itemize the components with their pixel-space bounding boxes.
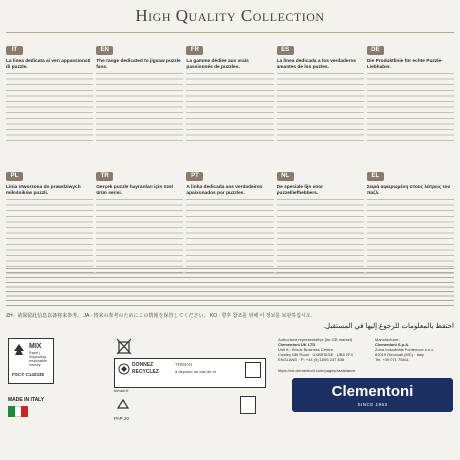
page-title: High Quality Collection xyxy=(135,6,325,25)
lang-title: Linia stworzona do prawdziwych miłośników puzzli. xyxy=(6,185,81,196)
arabic-notice: احتفظ بالمعلومات للرجوع إليها في المستقبل. xyxy=(323,323,454,330)
text-lines xyxy=(6,199,93,273)
triman-icon xyxy=(118,362,130,374)
sort-bin-icon xyxy=(245,362,261,378)
triman-block xyxy=(114,358,266,388)
lang-title: Σειρά αφιερωμένη στους λάτρεις του παζλ. xyxy=(366,185,451,196)
lang-code-badge: FR xyxy=(186,46,203,55)
lang-code-badge: EL xyxy=(367,172,384,181)
it-phone: Tel. +39 071 75811 xyxy=(375,357,409,362)
lang-col-de xyxy=(367,38,454,145)
lang-code-badge: PT xyxy=(186,172,203,181)
text-lines xyxy=(277,199,364,273)
lang-col-nl xyxy=(277,164,364,273)
fsc-code: FSC® C140338 xyxy=(12,372,44,377)
fsc-logo xyxy=(8,338,54,384)
lang-body xyxy=(186,199,273,273)
made-in-italy xyxy=(8,397,68,417)
text-lines xyxy=(96,199,183,273)
uk-address-3: ENGLAND · P: +44 (0) 1895 237 838 xyxy=(278,357,345,362)
lang-title: Die Produktlinie für echte Puzzle-Liebhaber. xyxy=(366,59,443,70)
lang-title: The range dedicated to jigsaw puzzle fans. xyxy=(96,59,181,70)
multilingual-notice xyxy=(6,268,454,330)
lang-code-badge: ES xyxy=(277,46,294,55)
lang-col-fr xyxy=(186,38,273,145)
triman-url: triman.fr xyxy=(114,388,129,393)
it-address-2: 62019 Recanati (MC) · Italy xyxy=(375,352,424,357)
triman-name: TRIMAN xyxy=(175,362,193,367)
triman-caption: à déposer au bac de tri xyxy=(175,369,216,374)
it-company: Clementoni S.p.A. xyxy=(375,342,410,347)
lang-body xyxy=(6,73,93,145)
text-lines xyxy=(186,199,273,273)
lang-col-tr xyxy=(96,164,183,273)
lang-body xyxy=(277,73,364,145)
triman-recyclez: RECYCLEZ xyxy=(132,369,159,375)
uk-representative xyxy=(278,337,368,362)
text-lines xyxy=(367,199,454,273)
brand-since: SINCE 1963 xyxy=(357,402,388,407)
language-row-1 xyxy=(6,38,454,145)
text-lines xyxy=(96,73,183,145)
brand-logo xyxy=(292,378,453,412)
cjk-notice: ZH · 请保留此信息以备将来参考。 JA · 将来の参考のためにこの情報を保管してください。 KO · 향후 참조를 위해 이 정보를 보관하십시오. xyxy=(6,313,313,319)
lang-title: La línea dedicada a los verdaderos amantes de los puzles. xyxy=(276,59,357,70)
text-lines xyxy=(367,73,454,145)
lang-body xyxy=(367,73,454,145)
lang-title: La gamme dédiée aux vrais passionnés de puzzles. xyxy=(186,59,249,70)
lang-col-en xyxy=(96,38,183,145)
uk-company: Clementoni UK LTD xyxy=(278,342,316,347)
manufacturer-label: Manufacturer: xyxy=(375,337,400,342)
lang-col-pl xyxy=(6,164,93,273)
lang-title: La linea dedicata ai veri appassionati di puzzle. xyxy=(6,59,91,70)
lang-code-badge: EN xyxy=(96,46,113,55)
text-lines xyxy=(186,73,273,145)
lang-col-pt xyxy=(186,164,273,273)
lang-code-badge: DE xyxy=(367,46,384,55)
lang-col-el xyxy=(367,164,454,273)
mix-sub: Paper | Supporting responsible forestry xyxy=(29,351,47,367)
manufacturer xyxy=(375,337,455,362)
mix-label: MIX xyxy=(29,343,42,350)
brand-name: Clementoni xyxy=(331,383,414,400)
support-url[interactable]: https://int.clementoni.com/pages/assistance xyxy=(278,368,356,373)
lang-body xyxy=(6,199,93,273)
lang-code-badge: TR xyxy=(96,172,113,181)
text-lines xyxy=(6,73,93,145)
lang-code-badge: NL xyxy=(277,172,294,181)
lang-body xyxy=(96,199,183,273)
lang-code-badge: PL xyxy=(6,172,23,181)
language-row-2 xyxy=(6,164,454,273)
italy-flag-icon xyxy=(8,406,28,417)
notice-text-lines xyxy=(6,268,454,308)
uk-address-2: Cowley Mill Road · UXBRIDGE · UB8 2FX xyxy=(278,352,354,357)
paper-recycle-icon xyxy=(115,398,131,414)
lang-col-es xyxy=(277,38,364,145)
lang-title: De speciale lijn voor puzzelliefhebbers. xyxy=(276,185,323,196)
fsc-tree-icon xyxy=(12,343,26,357)
made-in-label: MADE IN ITALY xyxy=(8,397,45,403)
lang-body xyxy=(96,73,183,145)
weee-bin-icon xyxy=(115,337,133,355)
lang-body xyxy=(186,73,273,145)
uk-address-1: Unit 8 - Brook Business Centre xyxy=(278,347,333,352)
paper-label: PAP 20 xyxy=(114,416,129,421)
it-address-1: Zona Industriale Fontenoce s.n.c. xyxy=(375,347,435,352)
lang-col-it xyxy=(6,38,93,145)
triman-donnez: DONNEZ xyxy=(132,362,154,368)
title-divider xyxy=(6,32,454,33)
lang-code-badge: IT xyxy=(6,46,23,55)
lang-title: Gerçek puzzle hayranları için özel ürün serisi. xyxy=(96,185,173,196)
lang-body xyxy=(367,199,454,273)
text-lines xyxy=(277,73,364,145)
film-icon xyxy=(240,396,256,414)
authorised-rep-label: Authorised representative (for GB market) xyxy=(278,337,353,342)
lang-body xyxy=(277,199,364,273)
lang-title: A linha dedicada aos verdadeiros apaixonados por puzzles. xyxy=(186,185,263,196)
header xyxy=(0,0,460,34)
